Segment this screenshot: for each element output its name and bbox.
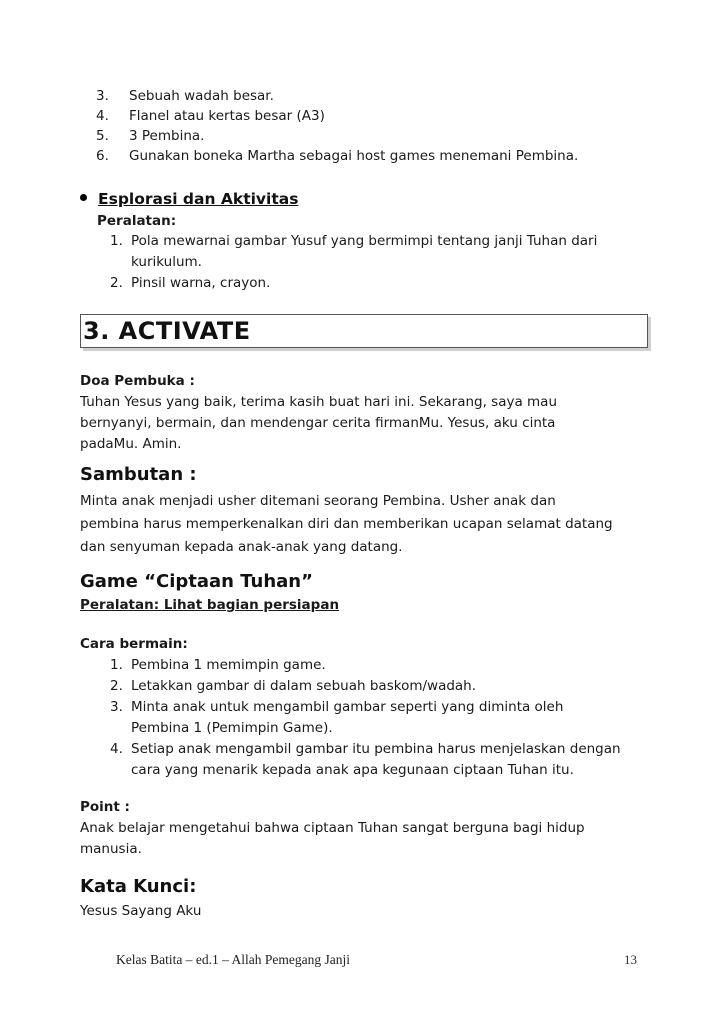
item-number: 2. [110, 678, 123, 694]
item-line: Pola mewarnai gambar Yusuf yang bermimpi tentang janji Tuhan dari [131, 233, 598, 249]
kata-kunci-text: Yesus Sayang Aku [80, 903, 202, 919]
kata-kunci-heading: Kata Kunci: [80, 876, 197, 897]
item-text: 3 Pembina. [129, 128, 205, 144]
game-peralatan: Peralatan: Lihat bagian persiapan [80, 597, 340, 613]
explorasi-title: Esplorasi dan Aktivitas [98, 190, 299, 208]
item-number: 6. [96, 148, 109, 164]
point-label: Point : [80, 799, 130, 815]
text-line: manusia. [80, 841, 142, 857]
list-item [110, 739, 650, 781]
list-item [96, 106, 656, 126]
item-text [131, 697, 563, 739]
text-line: dan senyuman kepada anak-anak yang datang. [80, 539, 403, 555]
section-header-box [80, 314, 648, 348]
cara-bermain-label: Cara bermain: [80, 636, 188, 652]
page-footer: Kelas Batita – ed.1 – Allah Pemegang Janji [116, 952, 350, 967]
list-item [110, 273, 650, 294]
list-item [110, 697, 650, 739]
item-number: 4. [96, 108, 109, 124]
section-title: 3. ACTIVATE [83, 317, 251, 345]
list-item [96, 146, 656, 166]
text-line: bernyanyi, bermain, dan mendengar cerita firmanMu. Yesus, aku cinta [80, 415, 556, 431]
item-text [131, 739, 621, 781]
item-number: 5. [96, 128, 109, 144]
item-text: Flanel atau kertas besar (A3) [129, 108, 325, 124]
list-item [96, 86, 656, 106]
item-text: Pembina 1 memimpin game. [131, 657, 326, 673]
item-text: Pinsil warna, crayon. [131, 275, 271, 291]
page-number: 13 [624, 952, 637, 967]
doa-text [80, 392, 642, 455]
text-line: Minta anak menjadi usher ditemani seorang Pembina. Usher anak dan [80, 493, 556, 509]
text-line: Tuhan Yesus yang baik, terima kasih buat hari ini. Sekarang, saya mau [80, 394, 558, 410]
item-text [131, 231, 597, 273]
cara-bermain-list [110, 655, 650, 781]
list-item [96, 126, 656, 146]
doa-label: Doa Pembuka : [80, 373, 195, 389]
text-line: padaMu. Amin. [80, 436, 182, 452]
item-number: 1. [110, 657, 123, 673]
item-line: Pembina 1 (Pemimpin Game). [131, 720, 333, 736]
sambutan-text [80, 490, 642, 559]
list-item [110, 231, 650, 273]
materials-list-continued [96, 86, 656, 166]
sambutan-heading: Sambutan : [80, 464, 197, 485]
item-number: 3. [110, 699, 123, 715]
item-number: 2. [110, 275, 123, 291]
bullet-icon [80, 194, 87, 201]
item-number: 3. [96, 88, 109, 104]
text-line: pembina harus memperkenalkan diri dan memberikan ucapan selamat datang [80, 516, 613, 532]
list-item [110, 655, 650, 676]
explorasi-list [110, 231, 650, 294]
item-line: cara yang menarik kepada anak apa kegunaan ciptaan Tuhan itu. [131, 762, 574, 778]
list-item [110, 676, 650, 697]
item-number: 1. [110, 233, 123, 249]
item-line: Minta anak untuk mengambil gambar seperti yang diminta oleh [131, 699, 564, 715]
explorasi-heading [80, 190, 298, 208]
item-line: kurikulum. [131, 254, 202, 270]
point-text [80, 818, 642, 860]
item-line: Setiap anak mengambil gambar itu pembina harus menjelaskan dengan [131, 741, 621, 757]
item-text: Gunakan boneka Martha sebagai host games menemani Pembina. [129, 148, 579, 164]
game-heading: Game “Ciptaan Tuhan” [80, 571, 313, 592]
explorasi-peralatan-label: Peralatan: [97, 213, 177, 229]
item-number: 4. [110, 741, 123, 757]
item-text: Letakkan gambar di dalam sebuah baskom/wadah. [131, 678, 477, 694]
text-line: Anak belajar mengetahui bahwa ciptaan Tuhan sangat berguna bagi hidup [80, 820, 585, 836]
item-text: Sebuah wadah besar. [129, 88, 274, 104]
